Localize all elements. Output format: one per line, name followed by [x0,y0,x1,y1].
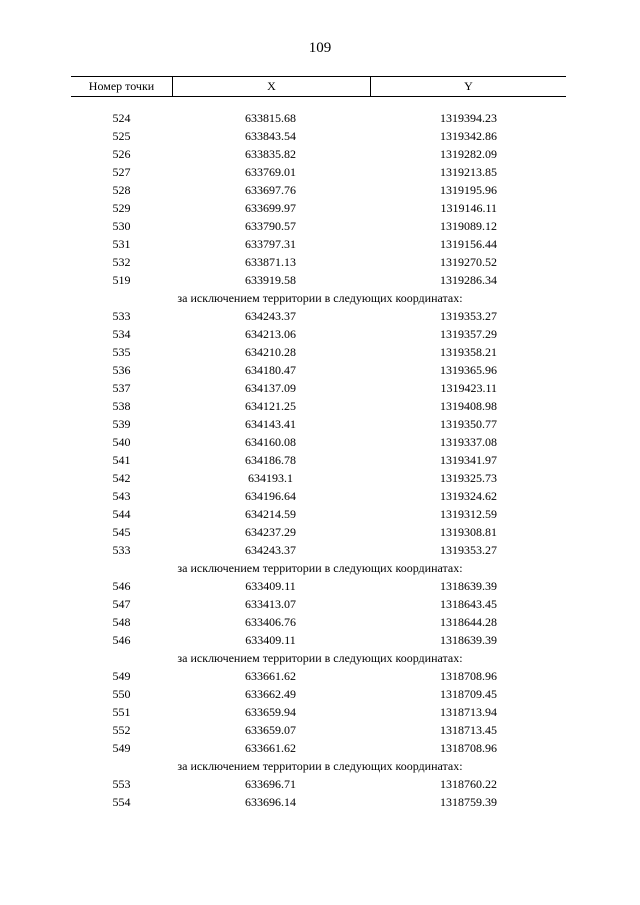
y-coordinate-cell: 1319350.77 [440,417,497,431]
table-row [0,775,640,793]
x-coordinate-cell: 633871.13 [245,255,296,269]
table-row [0,433,640,451]
table-row [0,613,640,631]
table-row [0,631,640,649]
y-coordinate-cell: 1319195.96 [440,183,497,197]
x-coordinate-cell: 633659.94 [245,705,296,719]
point-number-cell: 538 [112,399,131,413]
y-coordinate-cell: 1319357.29 [440,327,497,341]
point-number-cell: 549 [112,669,131,683]
x-coordinate-cell: 634186.78 [245,453,296,467]
y-coordinate-cell: 1318713.94 [440,705,497,719]
point-number-cell: 528 [112,183,131,197]
x-coordinate-cell: 634143.41 [245,417,296,431]
point-number-cell: 554 [112,795,131,809]
exclusion-note: за исключением территории в следующих координатах: [177,759,463,773]
y-coordinate-cell: 1318644.28 [440,615,497,629]
x-coordinate-cell: 633697.76 [245,183,296,197]
x-coordinate-cell: 633409.11 [245,579,296,593]
x-coordinate-cell: 633815.68 [245,111,296,125]
point-number-cell: 540 [112,435,131,449]
x-coordinate-cell: 634214.59 [245,507,296,521]
table-row [0,595,640,613]
table-row [0,793,640,811]
table-row [0,415,640,433]
table-row [0,523,640,541]
x-coordinate-cell: 634137.09 [245,381,296,395]
point-number-cell: 530 [112,219,131,233]
table-row [0,667,640,685]
header-x: X [173,77,371,96]
point-number-cell: 539 [112,417,131,431]
header-point-number: Номер точки [71,77,173,96]
x-coordinate-cell: 633797.31 [245,237,296,251]
x-coordinate-cell: 634196.64 [245,489,296,503]
x-coordinate-cell: 633696.71 [245,777,296,791]
table-row [0,181,640,199]
y-coordinate-cell: 1319270.52 [440,255,497,269]
point-number-cell: 524 [112,111,131,125]
x-coordinate-cell: 633662.49 [245,687,296,701]
x-coordinate-cell: 633919.58 [245,273,296,287]
point-number-cell: 519 [112,273,131,287]
table-row [0,325,640,343]
table-row [0,271,640,289]
point-number-cell: 527 [112,165,131,179]
table-row [0,109,640,127]
point-number-cell: 552 [112,723,131,737]
x-coordinate-cell: 633661.62 [245,669,296,683]
coordinates-table-body [0,109,640,811]
page-number: 109 [308,40,332,56]
point-number-cell: 531 [112,237,131,251]
table-row [0,379,640,397]
point-number-cell: 542 [112,471,131,485]
y-coordinate-cell: 1318639.39 [440,579,497,593]
x-coordinate-cell: 634243.37 [245,309,296,323]
point-number-cell: 544 [112,507,131,521]
y-coordinate-cell: 1319353.27 [440,309,497,323]
table-row [0,145,640,163]
y-coordinate-cell: 1318708.96 [440,741,497,755]
y-coordinate-cell: 1319308.81 [440,525,497,539]
table-row [0,739,640,757]
point-number-cell: 525 [112,129,131,143]
table-row [0,253,640,271]
y-coordinate-cell: 1319282.09 [440,147,497,161]
x-coordinate-cell: 634210.28 [245,345,296,359]
x-coordinate-cell: 633843.54 [245,129,296,143]
point-number-cell: 547 [112,597,131,611]
table-row [0,397,640,415]
point-number-cell: 536 [112,363,131,377]
x-coordinate-cell: 633661.62 [245,741,296,755]
table-row [0,307,640,325]
x-coordinate-cell: 634213.06 [245,327,296,341]
point-number-cell: 548 [112,615,131,629]
table-header [71,76,566,97]
table-row [0,685,640,703]
point-number-cell: 534 [112,327,131,341]
exclusion-note: за исключением территории в следующих координатах: [177,651,463,665]
exclusion-note: за исключением территории в следующих координатах: [177,561,463,575]
table-row [0,721,640,739]
point-number-cell: 532 [112,255,131,269]
x-coordinate-cell: 634160.08 [245,435,296,449]
table-row [0,163,640,181]
y-coordinate-cell: 1318639.39 [440,633,497,647]
point-number-cell: 533 [112,309,131,323]
y-coordinate-cell: 1318708.96 [440,669,497,683]
x-coordinate-cell: 633413.07 [245,597,296,611]
y-coordinate-cell: 1319089.12 [440,219,497,233]
y-coordinate-cell: 1318760.22 [440,777,497,791]
point-number-cell: 526 [112,147,131,161]
y-coordinate-cell: 1319358.21 [440,345,497,359]
x-coordinate-cell: 634180.47 [245,363,296,377]
y-coordinate-cell: 1319394.23 [440,111,497,125]
point-number-cell: 543 [112,489,131,503]
exclusion-note: за исключением территории в следующих координатах: [177,291,463,305]
x-coordinate-cell: 633659.07 [245,723,296,737]
point-number-cell: 529 [112,201,131,215]
y-coordinate-cell: 1318713.45 [440,723,497,737]
point-number-cell: 537 [112,381,131,395]
point-number-cell: 541 [112,453,131,467]
x-coordinate-cell: 634243.37 [245,543,296,557]
table-row [0,577,640,595]
point-number-cell: 553 [112,777,131,791]
y-coordinate-cell: 1319342.86 [440,129,497,143]
point-number-cell: 551 [112,705,131,719]
y-coordinate-cell: 1319324.62 [440,489,497,503]
table-row [0,217,640,235]
x-coordinate-cell: 633699.97 [245,201,296,215]
table-row [0,235,640,253]
x-coordinate-cell: 634237.29 [245,525,296,539]
x-coordinate-cell: 633769.01 [245,165,296,179]
table-row [0,505,640,523]
y-coordinate-cell: 1319353.27 [440,543,497,557]
table-row [0,703,640,721]
y-coordinate-cell: 1319341.97 [440,453,497,467]
table-row [0,451,640,469]
point-number-cell: 549 [112,741,131,755]
y-coordinate-cell: 1318643.45 [440,597,497,611]
y-coordinate-cell: 1318709.45 [440,687,497,701]
x-coordinate-cell: 633696.14 [245,795,296,809]
y-coordinate-cell: 1319423.11 [440,381,497,395]
y-coordinate-cell: 1319312.59 [440,507,497,521]
point-number-cell: 535 [112,345,131,359]
header-y: Y [464,79,473,93]
y-coordinate-cell: 1318759.39 [440,795,497,809]
x-coordinate-cell: 634121.25 [245,399,296,413]
y-coordinate-cell: 1319286.34 [440,273,497,287]
x-coordinate-cell: 634193.1 [248,471,293,485]
table-row [0,361,640,379]
table-row [0,487,640,505]
point-number-cell: 550 [112,687,131,701]
x-coordinate-cell: 633790.57 [245,219,296,233]
y-coordinate-cell: 1319213.85 [440,165,497,179]
y-coordinate-cell: 1319325.73 [440,471,497,485]
table-row [0,127,640,145]
table-row [0,199,640,217]
y-coordinate-cell: 1319365.96 [440,363,497,377]
x-coordinate-cell: 633406.76 [245,615,296,629]
y-coordinate-cell: 1319337.08 [440,435,497,449]
x-coordinate-cell: 633835.82 [245,147,296,161]
y-coordinate-cell: 1319156.44 [440,237,497,251]
table-row [0,343,640,361]
x-coordinate-cell: 633409.11 [245,633,296,647]
y-coordinate-cell: 1319408.98 [440,399,497,413]
point-number-cell: 546 [112,579,131,593]
point-number-cell: 545 [112,525,131,539]
point-number-cell: 533 [112,543,131,557]
table-row [0,469,640,487]
table-row [0,541,640,559]
y-coordinate-cell: 1319146.11 [440,201,497,215]
point-number-cell: 546 [112,633,131,647]
